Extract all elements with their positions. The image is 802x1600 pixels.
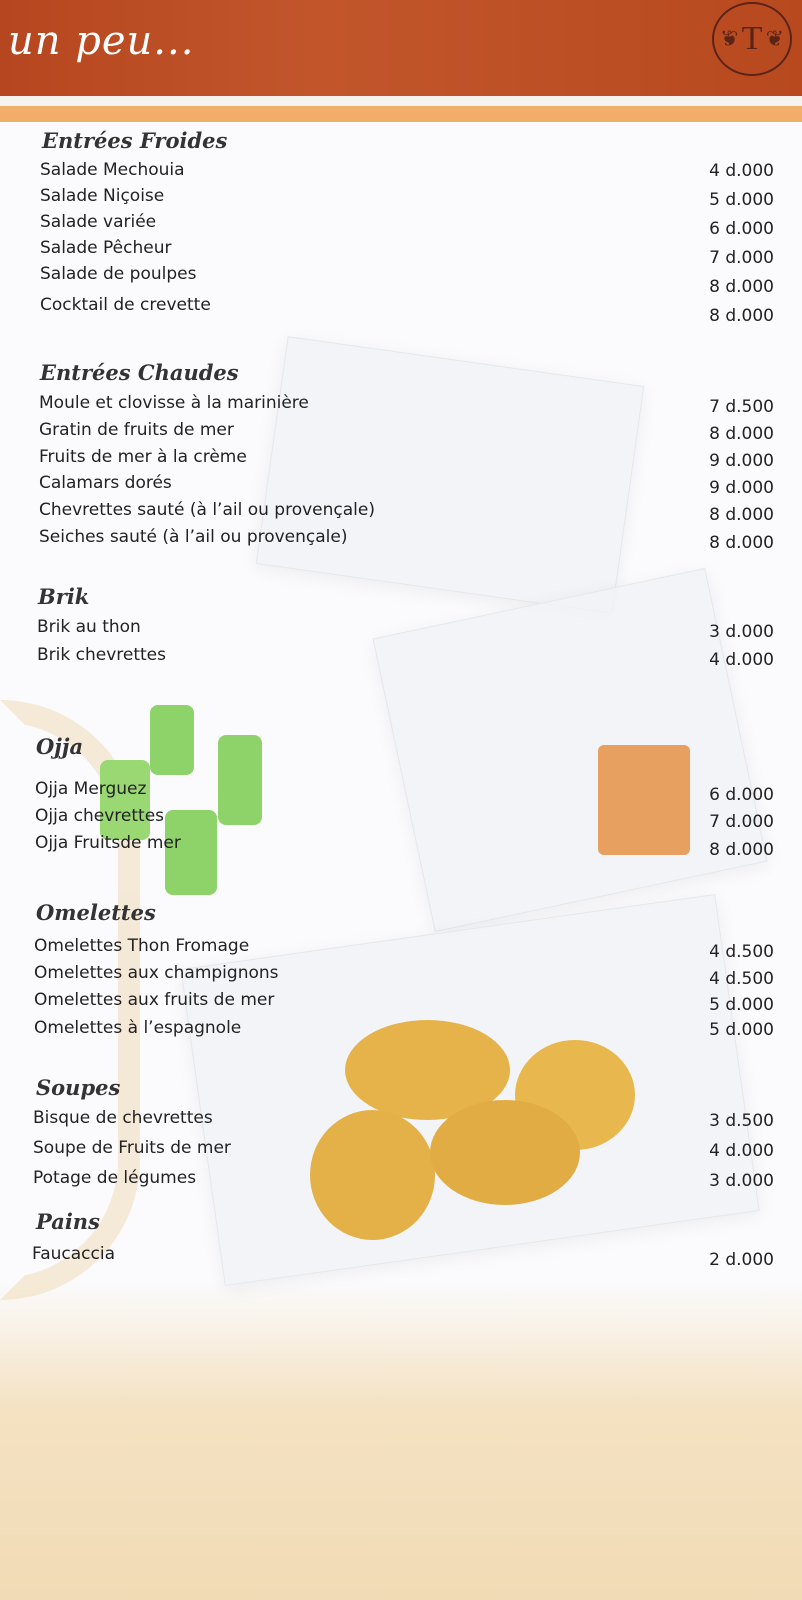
divider-stripe-orange <box>0 106 802 122</box>
menu-item-price: 8 d.000 <box>709 277 774 297</box>
menu-item-price: 8 d.000 <box>709 533 774 553</box>
menu-item-price: 7 d.500 <box>709 397 774 417</box>
menu-item-name: Cocktail de crevette <box>40 295 211 315</box>
menu-item-price: 3 d.000 <box>709 1171 774 1191</box>
food-image <box>598 745 690 855</box>
menu-item-name: Ojja Fruitsde mer <box>35 833 181 853</box>
menu-item-name: Omelettes Thon Fromage <box>34 936 250 956</box>
menu-item-name: Chevrettes sauté (à l’ail ou provençale) <box>39 500 375 520</box>
section-heading: Pains <box>36 1209 100 1234</box>
menu-item-price: 4 d.500 <box>709 942 774 962</box>
menu-item-price: 4 d.000 <box>709 161 774 181</box>
menu-item-name: Omelettes à l’espagnole <box>34 1018 242 1038</box>
food-image <box>310 1110 435 1240</box>
menu-item-price: 5 d.000 <box>709 190 774 210</box>
menu-item-name: Faucaccia <box>32 1244 116 1264</box>
menu-item-price: 8 d.000 <box>709 306 774 326</box>
menu-item-name: Seiches sauté (à l’ail ou provençale) <box>39 527 348 547</box>
menu-item-name: Salade Mechouia <box>40 160 185 180</box>
menu-item-name: Ojja chevrettes <box>35 806 165 826</box>
menu-item-name: Brik au thon <box>37 617 141 637</box>
menu-item-name: Salade Niçoise <box>40 186 165 206</box>
menu-item-name: Ojja Merguez <box>35 779 147 799</box>
menu-item-price: 3 d.000 <box>709 622 774 642</box>
menu-item-name: Omelettes aux fruits de mer <box>34 990 275 1010</box>
menu-item-price: 9 d.000 <box>709 478 774 498</box>
food-image <box>218 735 262 825</box>
section-heading: Soupes <box>36 1075 121 1100</box>
menu-item-name: Potage de légumes <box>33 1168 197 1188</box>
menu-item-price: 6 d.000 <box>709 219 774 239</box>
menu-header <box>0 0 802 96</box>
menu-item-price: 2 d.000 <box>709 1250 774 1270</box>
menu-item-price: 5 d.000 <box>709 1020 774 1040</box>
menu-item-name: Salade de poulpes <box>40 264 197 284</box>
floral-decoration <box>0 1280 802 1600</box>
restaurant-logo: ❦ T ❦ <box>712 2 792 76</box>
divider-stripe <box>0 96 802 106</box>
menu-item-price: 4 d.000 <box>709 1141 774 1161</box>
menu-item-price: 7 d.000 <box>709 812 774 832</box>
menu-item-name: Salade variée <box>40 212 157 232</box>
menu-item-price: 4 d.500 <box>709 969 774 989</box>
food-image <box>150 705 194 775</box>
menu-item-name: Soupe de Fruits de mer <box>33 1138 231 1158</box>
menu-item-price: 4 d.000 <box>709 650 774 670</box>
section-heading: Entrées Chaudes <box>40 360 239 385</box>
food-image <box>100 760 150 840</box>
menu-item-price: 5 d.000 <box>709 995 774 1015</box>
section-heading: Omelettes <box>36 900 156 925</box>
header-title: un peu... <box>8 18 195 64</box>
menu-item-name: Brik chevrettes <box>37 645 166 665</box>
menu-item-name: Gratin de fruits de mer <box>39 420 234 440</box>
menu-item-name: Moule et clovisse à la marinière <box>39 393 309 413</box>
section-heading: Entrées Froides <box>42 128 228 153</box>
food-image <box>430 1100 580 1205</box>
section-heading: Ojja <box>36 734 84 759</box>
menu-item-price: 8 d.000 <box>709 840 774 860</box>
plate-image <box>256 336 645 614</box>
menu-item-name: Omelettes aux champignons <box>34 963 279 983</box>
menu-item-price: 8 d.000 <box>709 505 774 525</box>
menu-item-price: 7 d.000 <box>709 248 774 268</box>
menu-item-price: 8 d.000 <box>709 424 774 444</box>
menu-item-name: Bisque de chevrettes <box>33 1108 213 1128</box>
menu-item-price: 3 d.500 <box>709 1111 774 1131</box>
menu-item-name: Calamars dorés <box>39 473 172 493</box>
menu-item-price: 9 d.000 <box>709 451 774 471</box>
section-heading: Brik <box>38 584 90 609</box>
menu-item-price: 6 d.000 <box>709 785 774 805</box>
menu-item-name: Fruits de mer à la crème <box>39 447 247 467</box>
menu-item-name: Salade Pêcheur <box>40 238 172 258</box>
